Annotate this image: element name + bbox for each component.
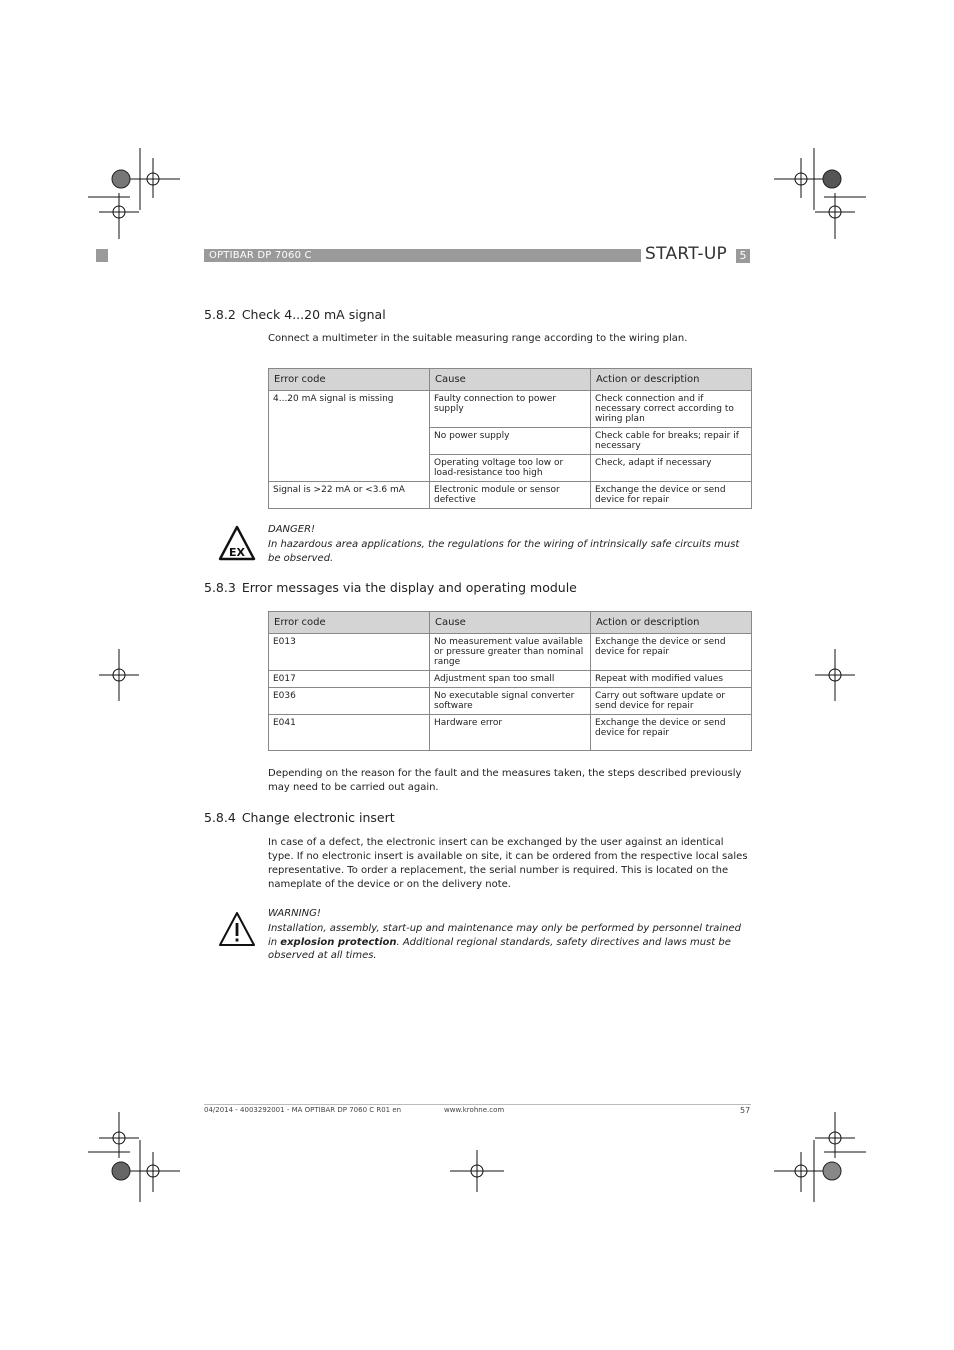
section-heading-5-8-4 [204,810,395,825]
footer-website: www.krohne.com [444,1106,505,1114]
action-cell: Repeat with modified values [591,671,752,688]
error-code-cell: E013 [269,634,430,671]
table-row [269,715,752,751]
cause-cell: No measurement value available or pressure greater than nominal range [430,634,591,671]
section-intro: Connect a multimeter in the suitable measuring range according to the wiring plan. [268,333,688,344]
display-error-table [268,611,752,751]
action-cell: Exchange the device or send device for repair [591,482,752,509]
action-cell: Exchange the device or send device for repair [591,634,752,671]
header-marker-block [96,249,108,262]
column-header: Cause [430,369,591,391]
error-code-cell: E036 [269,688,430,715]
table-header-row [269,612,752,634]
section-title: Change electronic insert [241,810,395,825]
footer-document-reference: 04/2014 - 4003292001 - MA OPTIBAR DP 7060 C R01 en [204,1106,402,1114]
cause-cell: No power supply [430,428,591,455]
error-code-cell: 4...20 mA signal is missing [269,391,430,482]
action-cell: Check connection and if necessary correct according to wiring plan [591,391,752,428]
section-heading-5-8-2 [204,307,386,322]
header-section-title: START-UP [645,244,728,264]
action-cell: Carry out software update or send device for repair [591,688,752,715]
signal-error-table [268,368,752,509]
warning-text-emphasis: explosion protection [280,936,397,948]
section-title: Error messages via the display and operating module [241,580,577,595]
footer-divider [204,1104,751,1105]
warning-triangle-icon [218,911,256,947]
cause-cell: No executable signal converter software [430,688,591,715]
column-header: Error code [269,612,430,634]
cause-cell: Adjustment span too small [430,671,591,688]
cause-cell: Operating voltage too low or load-resistance too high [430,455,591,482]
section-number: 5.8.2 [204,307,236,322]
table-row [269,482,752,509]
section-heading-5-8-3 [204,580,577,595]
error-code-cell: E017 [269,671,430,688]
section-number: 5.8.3 [204,580,236,595]
action-cell: Exchange the device or send device for repair [591,715,752,751]
column-header: Cause [430,612,591,634]
action-cell: Check cable for breaks; repair if necessary [591,428,752,455]
chapter-number-badge: 5 [736,249,750,263]
cause-cell: Faulty connection to power supply [430,391,591,428]
table-row [269,634,752,671]
column-header: Action or description [591,369,752,391]
warning-text-start: Installation, assembly, start-up and maintenance may only be performed by personnel trained in [268,923,741,948]
error-code-cell: E041 [269,715,430,751]
section-body: In case of a defect, the electronic insert can be exchanged by the user against an identical type. If no electronic insert is available on site, it can be ordered from the respective local sales representative. To order a replacement, the serial number is required. This is located on the nameplate of the device or on the delivery note. [268,837,748,890]
table-row [269,671,752,688]
warning-title: WARNING! [268,908,321,919]
page-number: 57 [740,1106,751,1115]
ex-hazard-icon [218,525,256,561]
action-cell: Check, adapt if necessary [591,455,752,482]
error-code-cell: Signal is >22 mA or <3.6 mA [269,482,430,509]
section-title: Check 4...20 mA signal [241,307,386,322]
section-number: 5.8.4 [204,810,236,825]
cause-cell: Hardware error [430,715,591,751]
ex-label: EX [229,546,245,559]
table-row [269,688,752,715]
column-header: Error code [269,369,430,391]
danger-title: DANGER! [268,524,316,535]
warning-text-end: . Additional regional standards, safety directives and laws must be observed at all times. [268,936,731,961]
column-header: Action or description [591,612,752,634]
danger-text: In hazardous area applications, the regulations for the wiring of intrinsically safe circuits must be observed. [268,539,740,564]
header-product-name: OPTIBAR DP 7060 C [209,250,312,261]
table-header-row [269,369,752,391]
section-outro: Depending on the reason for the fault and the measures taken, the steps described previously may need to be carried out again. [268,768,742,793]
warning-text [268,922,752,963]
cause-cell: Electronic module or sensor defective [430,482,591,509]
table-row [269,391,752,428]
